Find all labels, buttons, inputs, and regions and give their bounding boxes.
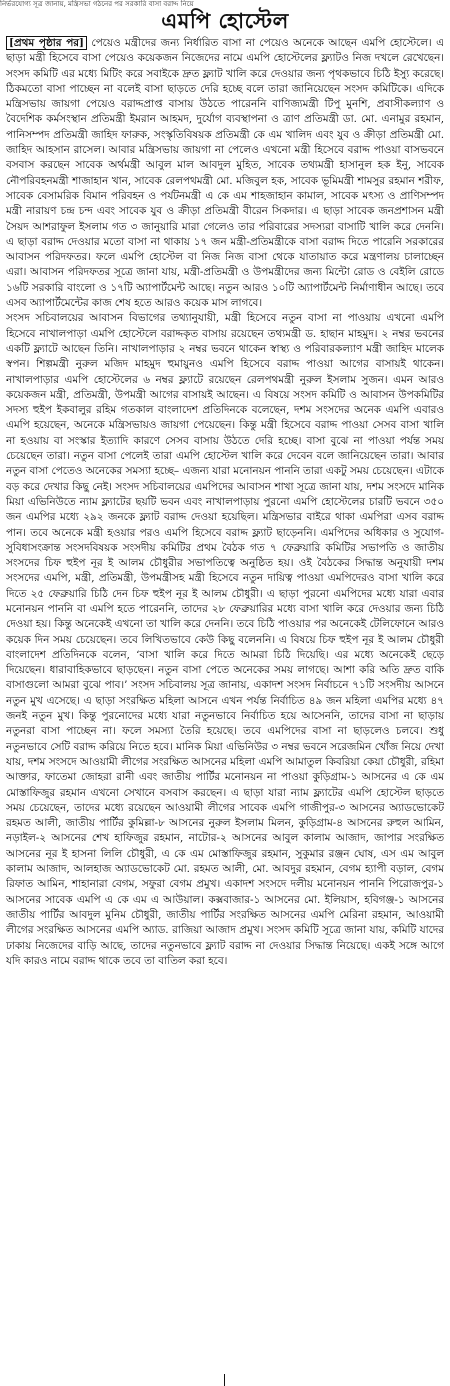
article-body — [6, 36, 444, 1371]
article-paragraph-1 — [6, 36, 444, 311]
column-divider — [224, 1374, 225, 1386]
paragraph-1-text: পেয়েও মন্ত্রীদের জন্য নির্ধারিত বাসা না পেয়েও অনেকে আছেন এমপি হোস্টেলে। এ ছাড়া মন্ত্রী হিসেবে বাসা পেয়েও কয়েকজন নিজেদের নামে এমপি হোস্টেলের ফ্ল্যাটও নিজ দখলে রেখেছেন। সংসদ কমিটি এর মধ্যে মিটিং করে সবাইকে দ্রুত ফ্ল্যাট খালি করে দেওয়ার জন্য পৃথকভাবে চিঠি ইস্যু করেছে। ঠিকমতো বাসা পাচ্ছেন না বলেই বাসা ছাড়তে দেরি হচ্ছে বলে তারা জানিয়েছেন সংসদ কমিটিকে। এদিকে মন্ত্রিসভায় জায়গা পেয়েও বরাদ্দপ্রাপ্ত বাসায় উঠতে পারেননি বাণিজ্যমন্ত্রী টিপু মুনশি, প্রবাসীকল্যাণ ও বৈদেশিক কর্মসংস্থান প্রতিমন্ত্রী ইমরান আহমদ, দুর্যোগ ব্যবস্থাপনা ও ত্রাণ প্রতিমন্ত্রী ডা. মো. এনামুর রহমান, পানিসম্পদ প্রতিমন্ত্রী জাহিদ ফারুক, সংস্কৃতিবিষয়ক প্রতিমন্ত্রী কে এম খালিদ এবং যুব ও ক্রীড়া প্রতিমন্ত্রী মো. জাহিদ আহসান রাসেল। আবার মন্ত্রিসভায় জায়গা না পেলেও এখনো মন্ত্রী হিসেবে বরাদ্দ পাওয়া বাসভবনে বসবাস করছেন সাবেক অর্থমন্ত্রী আবুল মাল আবদুল মুহিত, সাবেক তথ্যমন্ত্রী হাসানুল হক ইনু, সাবেক নৌপরিবহনমন্ত্রী শাজাহান খান, সাবেক রেলপথমন্ত্রী মো. মজিবুল হক, সাবেক ভূমিমন্ত্রী শামসুর রহমান শরীফ, সাবেক বেসামরিক বিমান পরিবহন ও পর্যটনমন্ত্রী এ কে এম শাহজাহান কামাল, সাবেক মৎস্য ও প্রাণিসম্পদ মন্ত্রী নারায়ণ চন্দ্র চন্দ এবং সাবেক যুব ও ক্রীড়া প্রতিমন্ত্রী বীরেন সিকদার। এ ছাড়া সাবেক জনপ্রশাসন মন্ত্রী সৈয়দ আশরাফুল ইসলাম গত ৩ জানুয়ারি মারা গেলেও তার পরিবারের সদস্যরা বাসাটি খালি করে দেননি। এ ছাড়া বরাদ্দ দেওয়ার মতো বাসা না থাকায় ১৭ জন মন্ত্রী-প্রতিমন্ত্রীকে বাসা বরাদ্দ দিতে পারেনি সরকারের আবাসন পরিদফতর। ফলে এমপি হোস্টেল বা নিজ নিজ বাসা থেকে যাতায়াত করে মন্ত্রণালয় চালাচ্ছেন এরা। আবাসন পরিদফতর সূত্রে জানা যায়, মন্ত্রী-প্রতিমন্ত্রী ও উপমন্ত্রীদের জন্য মিন্টো রোড ও বেইলি রোডে ১৬টি সরকারি বাংলো ও ১৭টি অ্যাপার্টমেন্ট আছে। নতুন আরও ১০টি অ্যাপার্টমেন্ট নির্মাণাধীন আছে। তবে এসব অ্যাপার্টমেন্টের কাজ শেষ হতে আরও কয়েক মাস লাগবে। — [6, 37, 444, 310]
article-headline: এমপি হোস্টেল — [161, 9, 289, 33]
previous-article-strip: নির্ভরযোগ্য সূত্র জানায়, মন্ত্রিসভা গঠনের পর সরকারি বাসা বরাদ্দ নিয়ে — [0, 0, 194, 8]
continuation-label: [প্রথম পৃষ্ঠার পর] — [6, 36, 87, 50]
article-paragraph-2: সংসদ সচিবালয়ের আবাসন বিভাগের তথ্যানুযায়ী, মন্ত্রী হিসেবে নতুন বাসা না পাওয়ায় এখনো এমপি হিসেবে নাখালপাড়া এমপি হোস্টেলে বরাদ্দকৃত বাসায় রয়েছেন তথ্যমন্ত্রী ড. হাছান মাহমুদ। ২ নম্বর ভবনের একটি ফ্ল্যাটে আছেন তিনি। নাখালপাড়ার ২ নম্বর ভবনে থাকেন স্বাস্থ্য ও পরিবারকল্যাণ মন্ত্রী জাহিদ মালেক স্বপন। শিল্পমন্ত্রী নুরুল মজিদ মাহমুদ হুমায়ুনও এমপি হিসেবে বরাদ্দ পাওয়া আগের বাসায়ই থাকেন। নাখালপাড়ার এমপি হোস্টেলের ৬ নম্বর ফ্ল্যাটে রয়েছেন রেলপথমন্ত্রী নুরুল ইসলাম সুজন। এমন আরও কয়েকজন মন্ত্রী, প্রতিমন্ত্রী, উপমন্ত্রী আগের বাসায়ই আছেন। এ বিষয়ে সংসদ কমিটি ও আবাসন উপকমিটির সদস্য হুইপ ইকবালুর রহিম গতকাল বাংলাদেশ প্রতিদিনকে বলেছেন, দশম সংসদের অনেক এমপি এবারও এমপি হয়েছেন, অনেকে মন্ত্রিসভায়ও জায়গা পেয়েছেন। কিন্তু মন্ত্রী হিসেবে বরাদ্দ পাওয়া সেসব বাসা খালি না হওয়ায় বা সংস্কার ইত্যাদি কারণে সেসব বাসায় উঠতে দেরি হচ্ছে। বাসা বুঝে না পাওয়া পর্যন্ত সময় চেয়েছেন তারা। নতুন বাসা পেলেই তারা এমপি হোস্টেল খালি করে দেবেন বলে জানিয়েছেন তারা। আবার নতুন বাসা পেতেও অনেকের সমস্যা হচ্ছে– এজন্য যারা মনোনয়ন পাননি তারা একটু সময় চেয়েছেন। এটাকে বড় করে দেখার কিছু নেই। সংসদ সচিবালয়ের এমপিদের আবাসন শাখা সূত্রে জানা যায়, দশম সংসদে মানিক মিয়া এভিনিউতে ন্যাম ফ্ল্যাটের ছয়টি ভবন এবং নাখালপাড়ায় পুরনো এমপি হোস্টেলের চারটি ভবনে ৩৫০ জন এমপির মধ্যে ২৯২ জনকে ফ্ল্যাট বরাদ্দ দেওয়া হয়েছিল। মন্ত্রিসভার বাইরে থাকা এমপিরা এসব বরাদ্দ পান। তবে অনেকে মন্ত্রী হওয়ার পরও এমপি হিসেবে বরাদ্দ ফ্ল্যাট ছাড়েননি। এমপিদের অধিকার ও সুযোগ-সুবিধাসংক্রান্ত সংসদবিষয়ক সংসদীয় কমিটির প্রথম বৈঠক গত ৭ ফেব্রুয়ারি কমিটির সভাপতি ও জাতীয় সংসদের চিফ হুইপ নূর ই আলম চৌধুরীর সভাপতিত্বে অনুষ্ঠিত হয়। ওই বৈঠকের সিদ্ধান্ত অনুযায়ী দশম সংসদের এমপি, মন্ত্রী, প্রতিমন্ত্রী, উপমন্ত্রীসহ মন্ত্রী হিসেবে নতুন দায়িত্ব পাওয়া এমপিদেরও বাসা খালি করে দিতে ২৫ ফেব্রুয়ারি চিঠি দেন চিফ হুইপ নূর ই আলম চৌধুরী। এ ছাড়া পুরনো এমপিদের মধ্যে যারা এবার মনোনয়ন পাননি বা এমপি হতে পারেননি, তাদের ২৮ ফেব্রুয়ারির মধ্যে বাসা খালি করে দেওয়ার জন্য চিঠি দেওয়া হয়। কিন্তু অনেকেই এখনো তা খালি করে দেননি। তবে চিঠি পাওয়ার পর অনেকেই টেলিফোনে আরও কয়েক দিন সময় চেয়েছেন। তবে লিখিতভাবে কেউ কিছু বলেননি। এ বিষয়ে চিফ হুইপ নূর ই আলম চৌধুরী বাংলাদেশ প্রতিদিনকে বলেন, ‘বাসা খালি করে দিতে আমরা চিঠি দিয়েছি। এর মধ্যে অনেকেই ছেড়ে দিয়েছেন। ধারাবাহিকভাবে ছাড়ছেন। নতুন বাসা পেতে অনেকের সময় লাগছে। আশা করি অতি দ্রুত বাকি বাসাগুলো আমরা বুঝে পাব।’ সংসদ সচিবালয় সূত্র জানায়, একাদশ সংসদ নির্বাচনে ৭১টি সংসদীয় আসনে নতুন মুখ এসেছে। এ ছাড়া সংরক্ষিত মহিলা আসনে এখন পর্যন্ত নির্বাচিত ৪৯ জন মহিলা এমপির মধ্যে ৪৭ জনই নতুন মুখ। কিন্তু পুরনোদের মধ্যে যারা নতুনভাবে নির্বাচিত হয়ে আসেননি, তাদের বাসা না ছাড়ায় নতুনরা বাসা পাচ্ছেন না। ফলে সমস্যা তৈরি হয়েছে। তবে এমপিদের বাসা না ছাড়লেও চলবে। শুধু নতুনভাবে সেটি বরাদ্দ করিয়ে নিতে হবে। মানিক মিয়া এভিনিউর ৩ নম্বর ভবনে সরেজমিন খোঁজ নিয়ে দেখা যায়, দশম সংসদে আওয়ামী লীগের সংরক্ষিত আসনের মহিলা এমপি আমাতুল কিবরিয়া কেয়া চৌধুরী, রহিমা আক্তার, ফাতেমা জোহরা রানী এবং জাতীয় পার্টির মনোনয়ন না পাওয়া কুড়িগ্রাম-১ আসনের এ কে এম মোস্তাফিজুর রহমান এখনো সেখানে বসবাস করছেন। এ ছাড়া যারা ন্যাম ফ্ল্যাটের এমপি হোস্টেল ছাড়তে সময় চেয়েছেন, তাদের মধ্যে রয়েছেন আওয়ামী লীগের সাবেক এমপি গাজীপুর-৩ আসনের অ্যাডভোকেট রহমত আলী, জাতীয় পার্টির কুমিল্লা-৮ আসনের নুরুল ইসলাম মিলন, কুড়িগ্রাম-৪ আসনের রুহুল আমিন, নড়াইল-২ আসনের শেখ হাফিজুর রহমান, নাটোর-২ আসনের আবুল কালাম আজাদ, জাপার সংরক্ষিত আসনের নূর ই হাসনা লিলি চৌধুরী, এ কে এম মোস্তাফিজুর রহমান, সুকুমার রঞ্জন ঘোষ, এস এম আবুল কালাম আজাদ, আলহাজ অ্যাডভোকেট মো. রহমত আলী, মো. আবদুর রহমান, বেগম হ্যাপী বড়াল, বেগম রিফাত আমিন, শাহানারা বেগম, সফুরা বেগম প্রমুখ। একাদশ সংসদে দলীয় মনোনয়ন পাননি পিরোজপুর-১ আসনের সাবেক এমপি এ কে এম এ আউয়াল। কক্সবাজার-১ আসনের মো. ইলিয়াস, হবিগঞ্জ-১ আসনের জাতীয় পার্টির আবদুল মুনিম চৌধুরী, জাতীয় পার্টির সংরক্ষিত আসনের এমপি মেরিনা রহমান, আওয়ামী লীগের সংরক্ষিত আসনের এমপি অ্যাড. রাজিয়া আজাদ প্রমুখ। সংসদ কমিটি সূত্রে জানা যায়, কমিটি যাদের ঢাকায় নিজেদের বাড়ি আছে, তাদের নতুনভাবে ফ্ল্যাট বরাদ্দ না দেওয়ার সিদ্ধান্ত নিয়েছে। একই সঙ্গে আগে যদি কারও নামে বরাদ্দ থাকে তবে তা বাতিল করা হবে। — [6, 312, 444, 967]
